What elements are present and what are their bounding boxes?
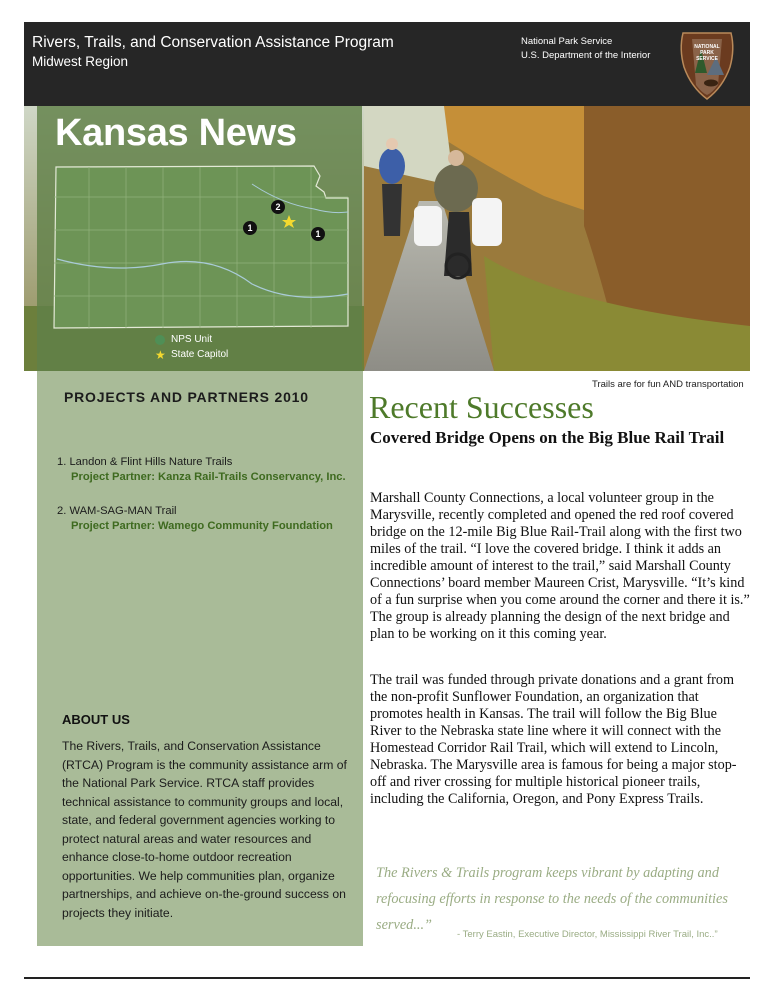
map-overlay-panel <box>37 106 362 371</box>
photo-caption: Trails are for fun AND transportation <box>592 379 744 390</box>
article-paragraph: The trail was funded through private donations and a grant from the non-profit Sunflower Foundation, an organization that promotes health in Kansas. The trail will follow the Big Blue River to the Nebraska state line where it will connect with the Homestead Corridor Rail Trail, which will extend to Lincoln, Nebraska. The Marysville area is famous for being a major stop-off and river crossing for multiple historical pioneer trails, including the California, Oregon, and Pony Express Trails. <box>370 672 737 807</box>
nps-unit-dot-icon <box>155 335 165 345</box>
svg-text:NATIONAL: NATIONAL <box>694 44 720 50</box>
about-heading: ABOUT US <box>62 712 130 727</box>
legend-label: NPS Unit <box>171 334 213 345</box>
project-item <box>57 504 333 534</box>
sidebar <box>37 371 363 946</box>
legend-item <box>155 332 228 347</box>
quote-attribution: - Terry Eastin, Executive Director, Mississippi River Trail, Inc..” <box>457 929 718 940</box>
project-name: 2. WAM-SAG-MAN Trail <box>57 505 177 517</box>
region-name: Midwest Region <box>32 54 129 69</box>
hero-photo <box>24 106 750 371</box>
pull-quote: The Rivers & Trails program keeps vibrant by adapting and refocusing efforts in response to the needs of the communities served...” <box>376 865 728 933</box>
program-name: Rivers, Trails, and Conservation Assistance Program <box>32 34 394 51</box>
project-partner: Project Partner: Kanza Rail-Trails Conservancy, Inc. <box>71 471 346 483</box>
agency-line-1: National Park Service <box>521 36 613 47</box>
map-legend <box>155 332 228 362</box>
about-body: The Rivers, Trails, and Conservation Assistance (RTCA) Program is the community assistance arm of the National Park Service. RTCA staff provides technical assistance to community groups and local, state, and federal government agencies working to protect natural areas and water resources and enhance close-to-home outdoor recreation opportunities. We help communities plan, organize partnerships, and achieve on-the-ground success on projects they initiate. <box>62 739 347 920</box>
article-paragraph: Marshall County Connections, a local volunteer group in the Marysville, recently completed and opened the red roof covered bridge on the 12-mile Big Blue Rail-Trail along with the first two miles of the trail. “I love the covered bridge. I think it adds an incredible amount of interest to the trail,” said Marshall County Connections’ board member Maureen Crist, Marysville. “It’s kind of a fun surprise when you come around the corner and there it is.” The group is already planning the design of the next bridge and plan to be working on it this coming year. <box>370 490 750 642</box>
nps-arrowhead-logo <box>678 27 736 101</box>
projects-heading: PROJECTS AND PARTNERS 2010 <box>64 389 309 405</box>
newsletter-title: Kansas News <box>55 112 297 154</box>
svg-text:SERVICE: SERVICE <box>696 56 718 62</box>
map-marker: 1 <box>243 221 257 235</box>
legend-item <box>155 347 228 362</box>
legend-label: State Capitol <box>171 349 229 360</box>
state-capitol-star-icon: ★ <box>155 347 166 362</box>
kansas-map <box>52 164 352 329</box>
svg-text:PARK: PARK <box>700 50 714 56</box>
section-title: Recent Successes <box>369 389 594 425</box>
project-partner: Project Partner: Wamego Community Foundation <box>71 520 333 532</box>
map-marker: 2 <box>271 200 285 214</box>
footer-divider <box>24 977 750 979</box>
map-marker: 1 <box>311 227 325 241</box>
header-band <box>24 22 750 106</box>
article-headline: Covered Bridge Opens on the Big Blue Rail Trail <box>370 428 725 447</box>
project-item <box>57 455 346 485</box>
project-name: 1. Landon & Flint Hills Nature Trails <box>57 456 233 468</box>
agency-line-2: U.S. Department of the Interior <box>521 50 651 61</box>
agency-block <box>521 35 650 63</box>
